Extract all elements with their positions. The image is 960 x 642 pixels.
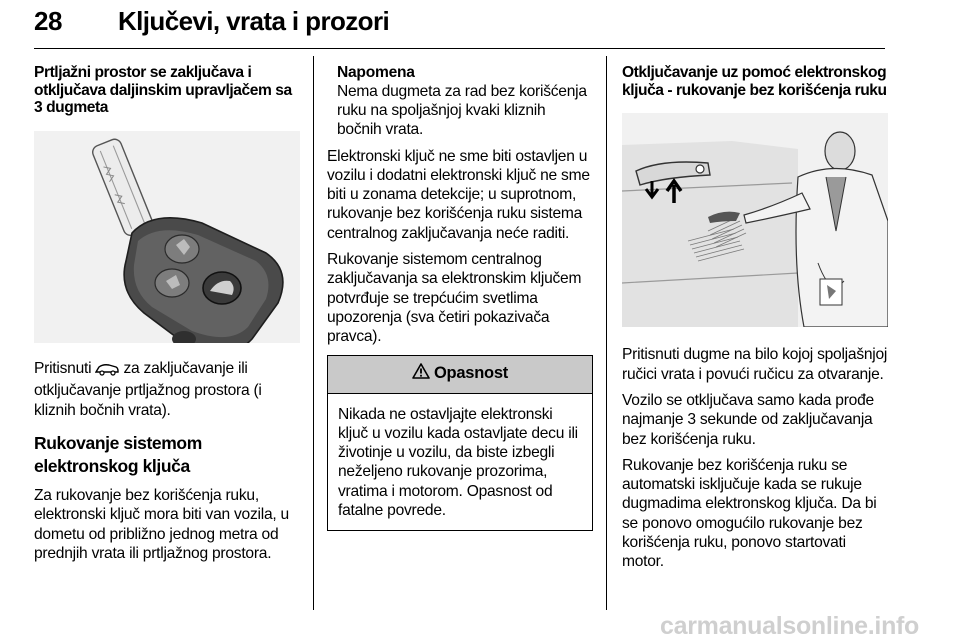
danger-body: Nikada ne ostavljajte elektronski ključ u vozilu kada ostavljate decu ili životinje u vozilu, da biste izbegli neželjeno rukovanje prozorima, vratima i motorom. Opasnost od fatalne povrede.	[338, 405, 578, 520]
electronic-key-section-title: Rukovanje sistemom elektronskog ključa	[34, 433, 202, 476]
column-divider-1	[313, 56, 314, 610]
page-number: 28	[34, 6, 62, 36]
danger-header	[328, 356, 592, 394]
paragraph-unlock-delay: Vozilo se otključava samo kada prođe najmanje 3 sekunde od zaključavanja bez korišćenja ruku.	[622, 392, 874, 448]
paragraph-auto-disable: Rukovanje bez korišćenja ruku se automatski isključuje kada se rukuje dugmadima elektronskog ključa. Da bi se ponovo omogućilo rukovanje bez korišćenja ruku, ponovo startovati motor.	[622, 456, 877, 571]
remote-trunk-heading: Prtljažni prostor se zaključava i otključava daljinskim upravljačem sa 3 dugmeta	[34, 64, 292, 117]
press-prefix: Pritisnuti	[34, 360, 92, 378]
column-divider-2	[606, 56, 607, 610]
page-header	[34, 4, 885, 49]
press-button-instruction	[34, 359, 300, 420]
column-2	[327, 64, 593, 531]
hands-free-unlock-heading: Otključavanje uz pomoć elektronskog ključa - rukovanje bez korišćenja ruku	[622, 64, 887, 99]
note-title: Napomena	[337, 64, 415, 81]
electronic-key-section-body: Za rukovanje bez korišćenja ruku, elektronski ključ mora biti van vozila, u dometu od približno jednog metra od prednjih vrata ili prtljažnog prostora.	[34, 487, 289, 562]
note-block	[327, 64, 593, 140]
column-1	[34, 64, 300, 563]
watermark: carmanualsonline.info	[660, 612, 920, 640]
note-body: Nema dugmeta za rad bez korišćenja ruku na spoljašnjoj kvaki kliznih bočnih vrata.	[337, 82, 587, 139]
hands-free-unlock-illustration	[622, 113, 888, 327]
chapter-title: Ključevi, vrata i prozori	[118, 6, 390, 36]
paragraph-hazard-lights: Rukovanje sistemom centralnog zaključavanja sa elektronskim ključem potvrđuje se trepćućim svetlima upozorenja (sva četiri pokazivača pravca).	[327, 251, 582, 346]
danger-title: Opasnost	[433, 364, 509, 383]
remote-key-illustration	[34, 131, 300, 343]
car-trunk-icon	[95, 362, 119, 381]
warning-triangle-icon	[412, 363, 430, 384]
danger-box	[327, 355, 593, 532]
press-rest: za zaključavanje ili otključavanje prtljažnog prostora (i kliznih bočnih vrata).	[34, 360, 262, 419]
column-3	[622, 64, 888, 572]
paragraph-key-in-vehicle: Elektronski ključ ne sme biti ostavljen u vozilu i dodatni elektronski ključ ne sme biti u zonama detekcije; u suprotnom, rukovanje bez korišćenja ruku sistema centralnog zaključavanja neće raditi.	[327, 147, 590, 242]
paragraph-press-handle: Pritisnuti dugme na bilo kojoj spoljašnjoj ručici vrata i povući ručicu za otvaranje.	[622, 346, 888, 383]
